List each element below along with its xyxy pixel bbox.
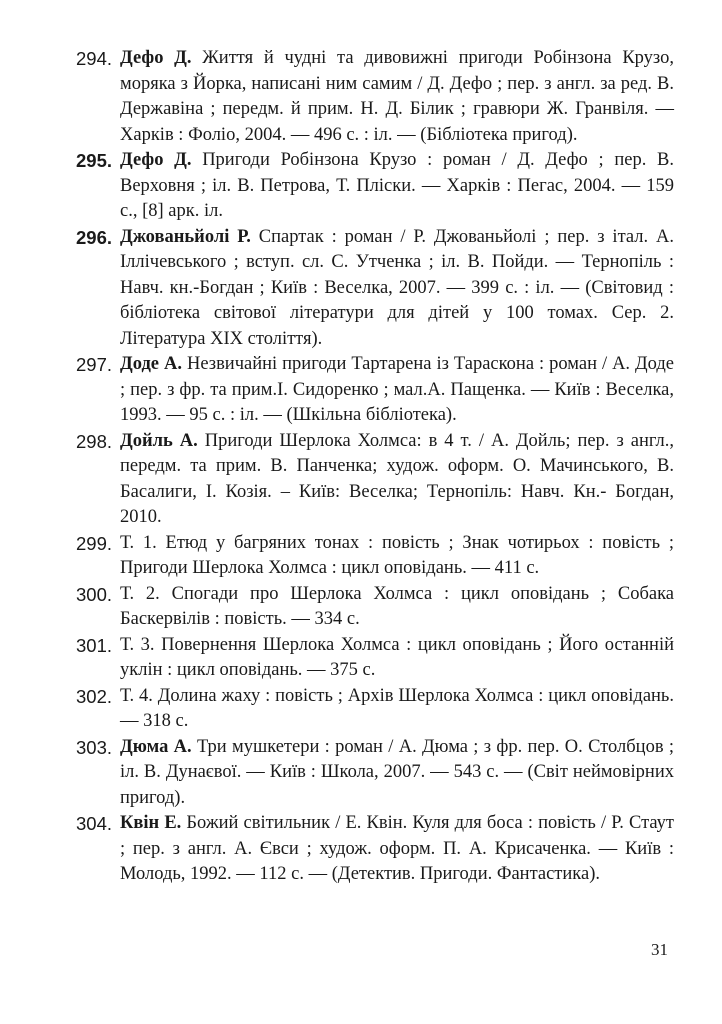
entry-author: Доде А. <box>120 354 182 374</box>
entry-text: Т. 3. Повернення Шерлока Холмса : цикл оповідань ; Його останній уклін : цикл оповідань. — 375 с. <box>120 634 674 680</box>
entry-author: Дюма А. <box>120 736 192 757</box>
entry-author: Дефо Д. <box>120 150 192 170</box>
entry-text: Спартак : роман / Р. Джованьйолі ; пер. з італ. А. Іллічевського ; вступ. сл. С. Утченка ; іл. В. Пойди. — Тернопіль : Навч. кн.-Богдан ; Київ : Веселка, 2007. — 399 с. : іл. — (Світовид : бібліотека світової літератури для дітей у 100 томах. Сер. 2. Література XIX століття). <box>120 226 674 349</box>
bibliography-entry <box>76 582 674 633</box>
entry-number: 299. <box>76 532 113 554</box>
entry-text: Божий світильник / Е. Квін. Куля для боса : повість / Р. Стаут ; пер. з англ. А. Євси ; худож. оформ. П. А. Крисаченка. — Київ : Молодь, 1992. — 112 с. — (Детектив. Пригоди. Фантастика). <box>120 813 674 884</box>
entry-text: Життя й чудні та дивовижні пригоди Робінзона Крузо, моряка з Йорка, написані ним самим / Д. Дефо ; пер. з англ. за ред. В. Державіна ; передм. й прим. Н. Д. Білик ; гравюри Ж. Гранвіля. — Харків : Фоліо, 2004. — 496 с. : іл. — (Бібліотека пригод). <box>120 48 674 145</box>
bibliography-entry <box>76 46 674 148</box>
entry-text: Т. 4. Долина жаху : повість ; Архів Шерлока Холмса : цикл оповідань. — 318 с. <box>120 685 674 731</box>
bibliography-entry <box>76 531 674 582</box>
bibliography-entry <box>76 352 674 429</box>
entry-text: Три мушкетери : роман / А. Дюма ; з фр. пер. О. Столбцов ; іл. В. Дунаєвої. — Київ : Школа, 2007. — 543 с. — (Світ неймовірних пригод). <box>120 736 674 808</box>
entry-number: 300. <box>76 583 113 605</box>
entry-number: 295. <box>76 150 113 171</box>
entry-number: 296. <box>76 226 113 248</box>
entry-author: Дойль А. <box>120 430 198 451</box>
entry-author: Дефо Д. <box>120 48 192 68</box>
entry-number: 301. <box>76 634 113 656</box>
bibliography-list <box>76 46 674 888</box>
bibliography-entry <box>76 148 674 225</box>
bibliography-entry <box>76 225 674 353</box>
entry-author: Джованьйолі Р. <box>120 226 251 247</box>
entry-author: Квін Е. <box>120 813 182 833</box>
bibliography-entry <box>76 811 674 888</box>
bibliography-entry <box>76 684 674 735</box>
entry-number: 294. <box>76 48 113 69</box>
entry-number: 303. <box>76 736 113 758</box>
entry-text: Пригоди Робінзона Крузо : роман / Д. Дефо ; пер. В. Верховня ; іл. В. Петрова, Т. Пліски. — Харків : Пегас, 2004. — 159 с., [8] арк. іл. <box>120 150 674 221</box>
bibliography-entry <box>76 735 674 812</box>
entry-number: 298. <box>76 430 113 452</box>
entry-number: 302. <box>76 685 113 707</box>
bibliography-entry <box>76 429 674 531</box>
entry-text: Т. 2. Спогади про Шерлока Холмса : цикл оповідань ; Собака Баскервілів : повість. — 334 с. <box>120 583 674 629</box>
entry-text: Пригоди Шерлока Холмса: в 4 т. / А. Дойль; пер. з англ., передм. та прим. В. Панченка; худож. оформ. О. Мачинського, В. Басалиги, І. Козія. – Київ: Веселка; Тернопіль: Навч. Кн.- Богдан, 2010. <box>120 430 674 527</box>
entry-number: 297. <box>76 354 113 375</box>
entry-text: Незвичайні пригоди Тартарена із Тараскона : роман / А. Доде ; пер. з фр. та прим.І. Сидоренко ; мал.А. Пащенка. — Київ : Веселка, 1993. — 95 с. : іл. — (Шкільна бібліотека). <box>120 354 675 425</box>
entry-number: 304. <box>76 813 113 834</box>
bibliography-entry <box>76 633 674 684</box>
entry-text: Т. 1. Етюд у багряних тонах : повість ; Знак чотирьох : повість ; Пригоди Шерлока Холмса : цикл оповідань. — 411 с. <box>120 532 674 578</box>
page-number: 31 <box>651 940 668 959</box>
